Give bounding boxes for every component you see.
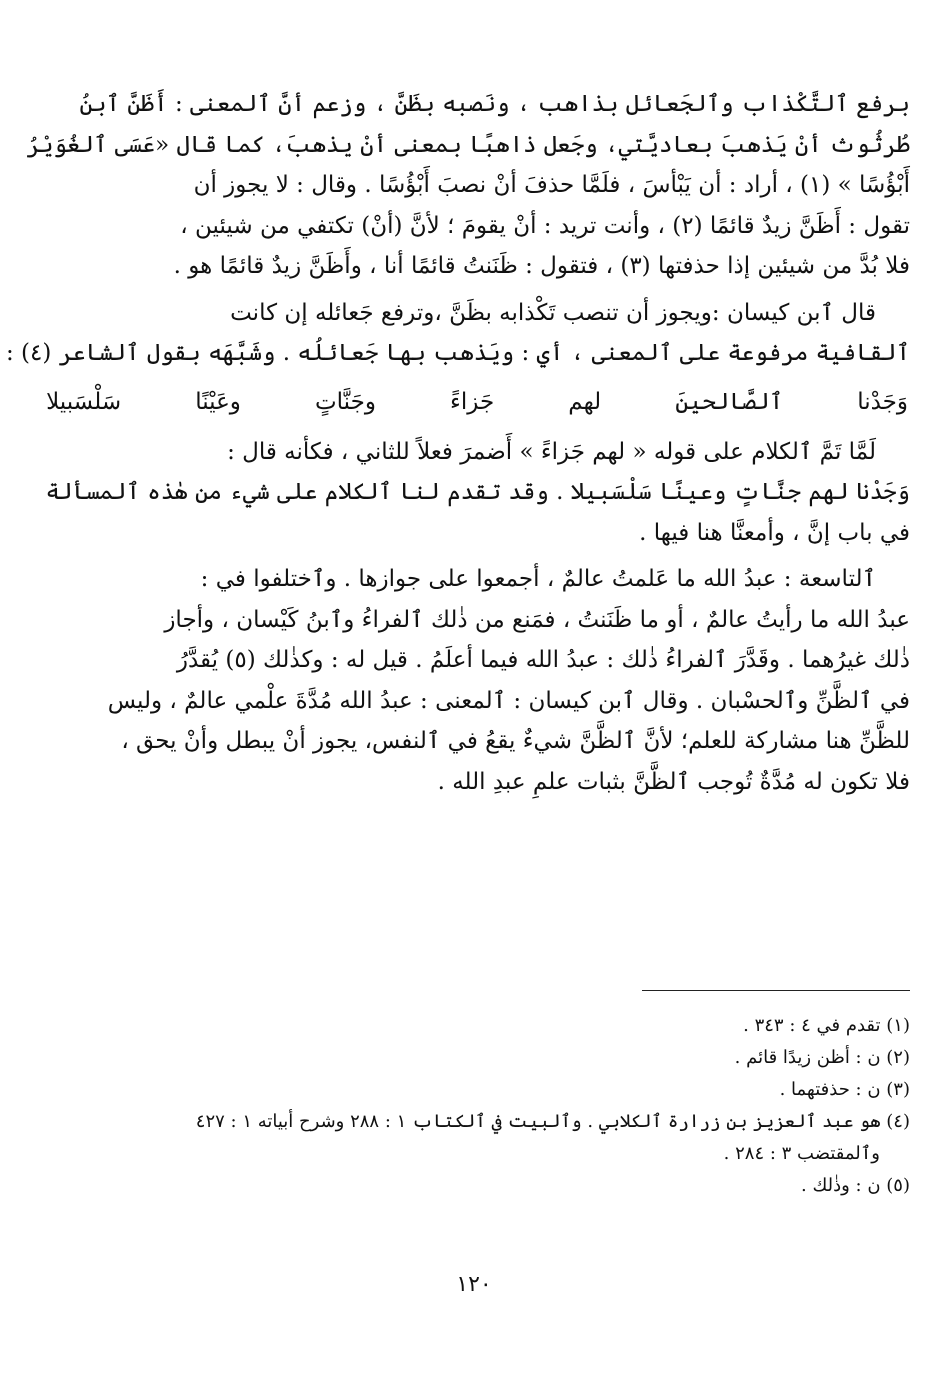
footnote-2: (٢) ن : أظن زيدًا قائم . — [734, 1047, 910, 1068]
text-line: ذٰلك غيرُهما . وقَدَّرَ ٱلفراءُ ذٰلك : عبدُ الله فيما أعلَمُ . قيل له : وكذٰلك (٥) يُقدَّرُ — [176, 647, 910, 673]
footnote-3: (٣) ن : حذفتهما . — [779, 1079, 910, 1100]
text-line: عبدُ الله ما رأيتُ عالمٌ ، أو ما ظَنَنتُ ، فمَنع من ذٰلك ٱلفراءُ وٱبنُ كَيْسان ، وأجاز — [164, 606, 910, 633]
text-line: برفع ٱلتَّكْذاب وٱلجَعائل بذاهب ، ونَصبه بظَنَّ ، وزعم أنَّ ٱلمعنى : أَظَنَّ ٱبنُ — [79, 91, 910, 117]
verse-word: جَزاءً — [450, 388, 495, 415]
text-line: فلا تكون له مُدَّةٌ تُوجب ٱلظَّنَّ بثبات علمِ عبدِ الله . — [437, 768, 910, 795]
text-line: في باب إنَّ ، وأمعنَّا هنا فيها . — [639, 519, 910, 546]
footnote-4-continuation: وٱلمقتضب ٣ : ٢٨٤ . — [723, 1143, 880, 1164]
footnote-1: (١) تقدم في ٤ : ٣٤٣ . — [743, 1015, 910, 1036]
text-line: ٱلقافية مرفوعة على ٱلمعنى ، أي : ويَذهب بها جَعائلُه . وشَبَّهَه بقول ٱلشاعر (٤) : — [5, 340, 910, 366]
verse-word: وعَيْنًا — [195, 388, 241, 415]
footnotes — [38, 1010, 910, 1202]
paragraph-3 — [38, 432, 910, 554]
verse-word: لهم — [568, 388, 602, 415]
footnote-5: (٥) ن : وذٰلك . — [801, 1175, 910, 1196]
text-line: ٱلتاسعة : عبدُ الله ما عَلمتُ عالمٌ ، أجمعوا على جوازها . وٱختلفوا في : — [200, 566, 876, 592]
page-number: ١٢٠ — [456, 1272, 492, 1297]
paragraph-2 — [5, 293, 910, 374]
paragraph-1 — [26, 84, 910, 287]
main-text — [5, 84, 910, 802]
text-line: للظَّنِّ هنا مشاركة للعلم؛ لأنَّ ٱلظَّنَّ شيءٌ يقعُ في ٱلنفس، يجوز أنْ يبطل وأنْ يحق ، — [121, 728, 910, 754]
footnote-4: (٤) هو عبد ٱلعزيز بن زرارة ٱلكلابي . وٱلبيت في ٱلكتاب ١ : ٢٨٨ وشرح أبياته ١ : ٤٢٧ — [195, 1111, 910, 1132]
paragraph-4 — [38, 559, 910, 802]
text-line: وَجَدْنا لهم جنَّاتٍ وعينًا سَلْسَبيلا . وقد تقدم لنا ٱلكلام على شيء من هٰذه ٱلمسألة — [45, 479, 910, 505]
verse-word: وَجَدْنا — [857, 388, 908, 415]
footnote-divider — [642, 990, 910, 991]
text-line: فلا بُدَّ من شيئين إذا حذفتها (٣) ، فتقول : ظَنَنتُ قائمًا أنا ، وأَظَنَّ زيدٌ قائمًا هو . — [173, 253, 910, 279]
verse-word: سَلْسَبيلا — [46, 388, 122, 415]
text-line: لَمَّا تَمَّ ٱلكلام على قوله « لهم جَزاءً » أَضمرَ فعلاً للثاني ، فكأنه قال : — [227, 438, 876, 465]
text-line: طُرثُوث أنْ يَذهبَ بعاديَّتي، وجَعل ذاهبًا بمعنى أنْ يذهبَ، كما قال «عَسَى ٱلغُوَيْرُ — [26, 131, 910, 158]
verse-word: وجَنَّاتٍ — [315, 388, 376, 415]
text-line: تقول : أَظَنَّ زيدٌ قائمًا (٢) ، وأنت تريد : أنْ يقومَ ؛ لأنَّ (أنْ) تكتفي من شيئين ، — [180, 212, 910, 239]
book-page — [5, 84, 910, 1344]
verse-word: ٱلصَّالحينَ — [675, 388, 784, 415]
poetry-verse — [38, 382, 910, 422]
text-line: أَبْؤُسًا » (١) ، أراد : أن يَبْأسَ ، فلَمَّا حذفَ أنْ نصبَ أَبْؤُسًا . وقال : لا يجوز أن — [193, 172, 910, 198]
text-line: في ٱلظَّنِّ وٱلحسْبان . وقال ٱبن كيسان : ٱلمعنى : عبدُ الله مُدَّةَ علْمي عالمٌ ، وليس — [107, 687, 910, 714]
text-line: قال ٱبن كيسان :ويجوز أن تنصب تَكْذابه بظَنَّ ،وترفع جَعائله إن كانت — [230, 299, 876, 326]
